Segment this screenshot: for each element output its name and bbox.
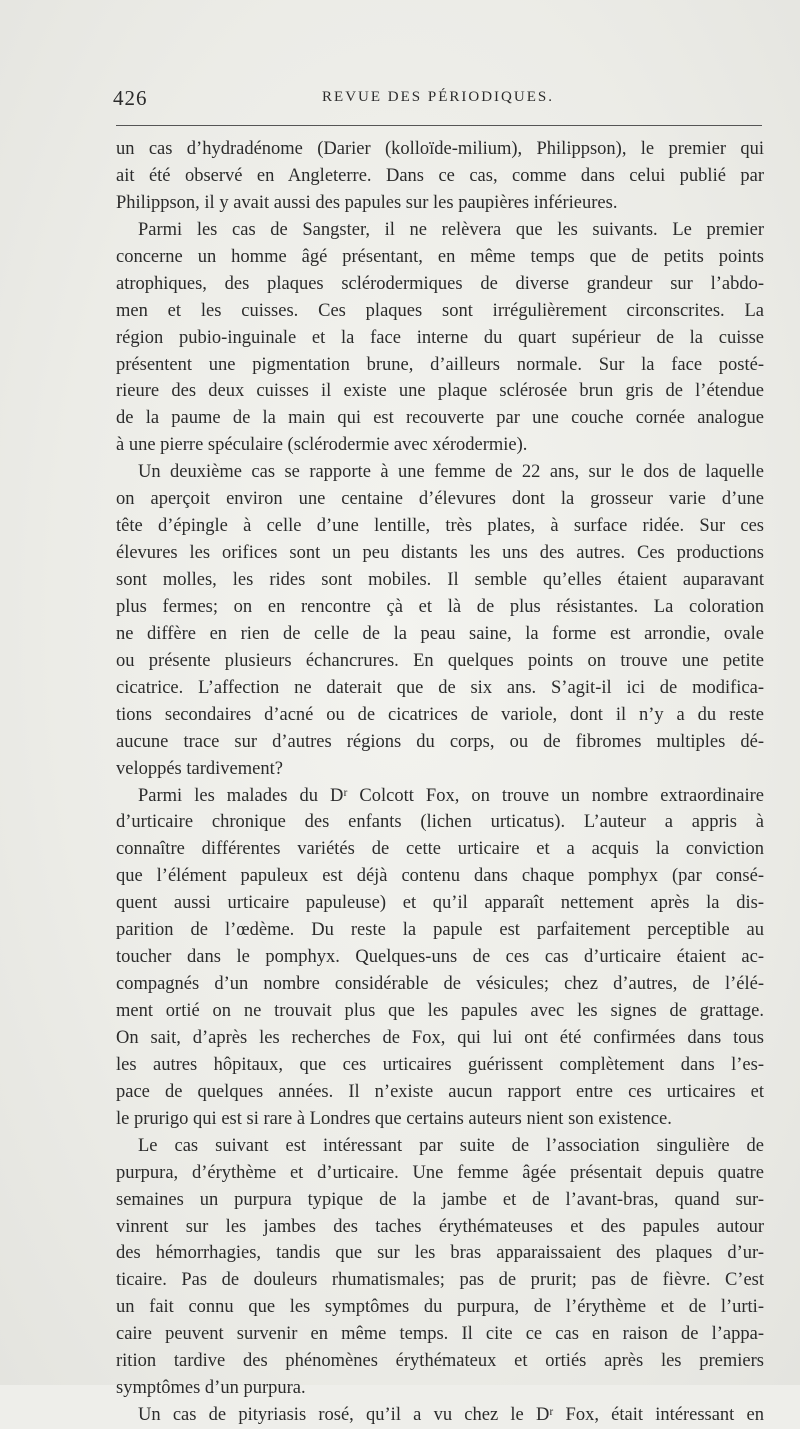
text-line: pace de quelques années. Il n’existe aucun rapport entre ces urticaires et <box>116 1081 764 1102</box>
text-line: compagnés d’un nombre considérable de vésicules; chez d’autres, de l’élé- <box>116 974 764 995</box>
text-line: cicatrice. L’affection ne daterait que de six ans. S’agit-il ici de modifica- <box>116 677 764 698</box>
text-line: plus fermes; on en rencontre çà et là de plus résistantes. La coloration <box>116 596 764 617</box>
text-line: le prurigo qui est si rare à Londres que certains auteurs nient son existence. <box>116 1108 672 1129</box>
text-line: purpura, d’érythème et d’urticaire. Une femme âgée présentait depuis quatre <box>116 1162 764 1183</box>
text-line: Parmi les cas de Sangster, il ne relèvera que les suivants. Le premier <box>138 219 764 240</box>
text-line: caire peuvent survenir en même temps. Il cite ce cas en raison de l’appa- <box>116 1324 764 1345</box>
text-line: semaines un purpura typique de la jambe et de l’avant-bras, quand sur- <box>116 1189 764 1210</box>
text-line: aucune trace sur d’autres régions du corps, ou de fibromes multiples dé- <box>116 731 764 752</box>
text-line: on aperçoit environ une centaine d’élevures dont la grosseur varie d’une <box>116 489 764 510</box>
text-line: rition tardive des phénomènes érythémateux et ortiés après les premiers <box>116 1351 764 1372</box>
text-line: symptômes d’un purpura. <box>116 1378 306 1399</box>
text-line: ne diffère en rien de celle de la peau saine, la forme est arrondie, ovale <box>116 623 764 644</box>
text-line: des hémorrhagies, tandis que sur les bras apparaissaient des plaques d’ur- <box>116 1243 764 1264</box>
text-line: que l’élément papuleux est déjà contenu dans chaque pomphyx (par consé- <box>116 866 764 887</box>
text-line: Un cas de pityriasis rosé, qu’il a vu chez le Dʳ Fox, était intéressant en <box>138 1405 764 1426</box>
text-line: d’urticaire chronique des enfants (lichen urticatus). L’auteur a appris à <box>116 812 764 833</box>
text-line: veloppés tardivement? <box>116 758 283 779</box>
text-line: ticaire. Pas de douleurs rhumatismales; pas de prurit; pas de fièvre. C’est <box>116 1270 764 1291</box>
text-line: toucher dans le pomphyx. Quelques-uns de ces cas d’urticaire étaient ac- <box>116 947 764 968</box>
text-line: tions secondaires d’acné ou de cicatrices de variole, dont il n’y a du reste <box>116 704 764 725</box>
text-line: élevures les orifices sont un peu distants les uns des autres. Ces productions <box>116 543 764 564</box>
text-line: sont molles, les rides sont mobiles. Il semble qu’elles étaient auparavant <box>116 570 764 590</box>
running-head: REVUE DES PÉRIODIQUES. <box>322 89 554 105</box>
text-line: ou présente plusieurs échancrures. En quelques points on trouve une petite <box>116 650 764 671</box>
text-line: atrophiques, des plaques sclérodermiques de diverse grandeur sur l’abdo- <box>116 273 764 294</box>
text-line: Parmi les malades du Dʳ Colcott Fox, on trouve un nombre extraordinaire <box>138 785 764 806</box>
text-line: Philippson, il y avait aussi des papules sur les paupières inférieures. <box>116 192 618 213</box>
text-line: Un deuxième cas se rapporte à une femme de 22 ans, sur le dos de laquelle <box>138 462 764 483</box>
text-line: présentent une pigmentation brune, d’ailleurs normale. Sur la face posté- <box>116 354 764 375</box>
page-number: 426 <box>113 86 148 110</box>
text-line: connaître différentes variétés de cette urticaire et a acquis la conviction <box>116 839 764 860</box>
text-line: à une pierre spéculaire (sclérodermie avec xérodermie). <box>116 435 528 456</box>
text-line: concerne un homme âgé présentant, en même temps que de petits points <box>116 246 764 267</box>
text-line: ait été observé en Angleterre. Dans ce cas, comme dans celui publié par <box>116 165 764 186</box>
text-line: rieure des deux cuisses il existe une plaque sclérosée brun gris de l’étendue <box>116 381 764 402</box>
header-rule <box>116 125 762 126</box>
text-line: ment ortié on ne trouvait plus que les papules avec les signes de grattage. <box>116 1001 764 1021</box>
text-line: vinrent sur les jambes des taches érythémateuses et des papules autour <box>116 1216 764 1237</box>
text-line: de la paume de la main qui est recouverte par une couche cornée analogue <box>116 408 764 429</box>
text-line: un fait connu que les symptômes du purpura, de l’érythème et de l’urti- <box>116 1297 764 1318</box>
text-line: région pubio-inguinale et la face interne du quart supérieur de la cuisse <box>116 327 764 348</box>
page-header <box>113 86 763 110</box>
text-line: un cas d’hydradénome (Darier (kolloïde-milium), Philippson), le premier qui <box>116 139 764 159</box>
text-line: parition de l’œdème. Du reste la papule est parfaitement perceptible au <box>116 920 764 941</box>
text-line: Le cas suivant est intéressant par suite de l’association singulière de <box>138 1135 764 1156</box>
text-line: tête d’épingle à celle d’une lentille, très plates, à surface ridée. Sur ces <box>116 516 764 537</box>
text-line: les autres hôpitaux, que ces urticaires guérissent complètement dans l’es- <box>116 1054 764 1075</box>
text-line: quent aussi urticaire papuleuse) et qu’il apparaît nettement après la dis- <box>116 893 764 914</box>
text-line: men et les cuisses. Ces plaques sont irrégulièrement circonscrites. La <box>116 300 764 321</box>
text-line: On sait, d’après les recherches de Fox, qui lui ont été confirmées dans tous <box>116 1027 764 1048</box>
body-text <box>116 136 764 1429</box>
